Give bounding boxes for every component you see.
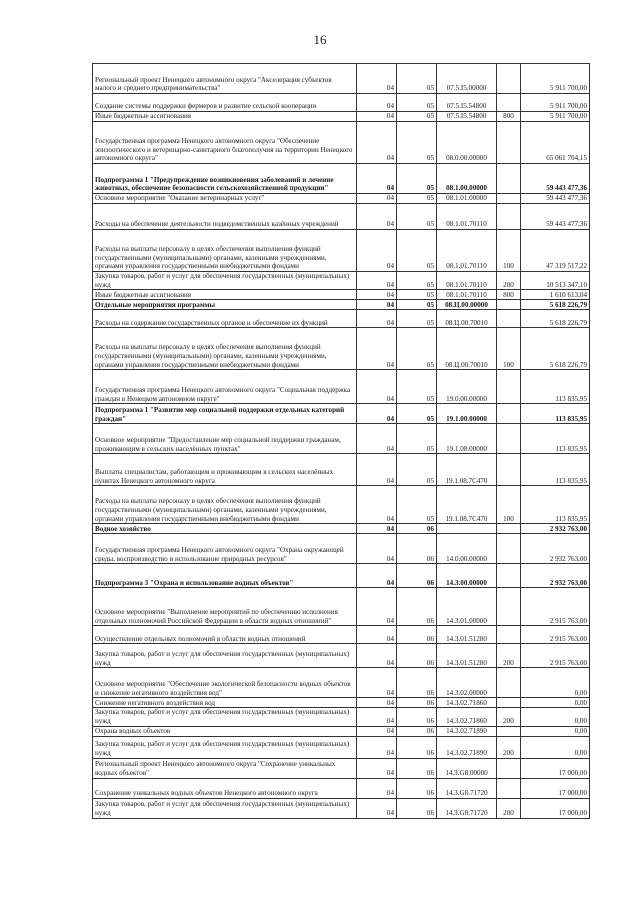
row-sum-cell: 0,00 — [521, 698, 590, 708]
row-section-cell: 04 — [357, 798, 397, 818]
row-name-cell: Иные бюджетные ассигнования — [93, 290, 357, 300]
row-section-cell: 04 — [357, 300, 397, 310]
table-row — [93, 204, 590, 230]
row-subsection-cell: 05 — [397, 290, 437, 300]
row-sum-cell: 0,00 — [521, 708, 590, 726]
row-expense-type-cell — [497, 194, 521, 204]
row-expense-type-cell — [497, 370, 521, 404]
row-sum-cell: 0,00 — [521, 736, 590, 758]
row-subsection-cell: 06 — [397, 588, 437, 626]
row-target-article-cell: 08.0.00.00000 — [437, 122, 497, 164]
row-target-article-cell: 14.3.02.71860 — [437, 708, 497, 726]
row-subsection-cell: 05 — [397, 204, 437, 230]
row-expense-type-cell — [497, 726, 521, 736]
row-target-article-cell: 14.3.00.00000 — [437, 564, 497, 588]
row-expense-type-cell — [497, 588, 521, 626]
row-subsection-cell: 05 — [397, 64, 437, 94]
row-sum-cell: 113 835,95 — [521, 486, 590, 524]
row-expense-type-cell: 200 — [497, 736, 521, 758]
row-section-cell: 04 — [357, 778, 397, 798]
row-subsection-cell: 06 — [397, 524, 437, 534]
row-section-cell: 04 — [357, 230, 397, 272]
row-subsection-cell: 05 — [397, 424, 437, 454]
row-target-article-cell: 19.1.08.7С470 — [437, 486, 497, 524]
row-expense-type-cell — [497, 626, 521, 644]
row-sum-cell: 2 915 763,00 — [521, 644, 590, 668]
row-subsection-cell: 06 — [397, 644, 437, 668]
row-section-cell: 04 — [357, 626, 397, 644]
row-expense-type-cell — [497, 164, 521, 194]
table-row — [93, 524, 590, 534]
row-subsection-cell: 05 — [397, 194, 437, 204]
row-name-cell: Осуществление отдельных полномочий в области водных отношений — [93, 626, 357, 644]
row-subsection-cell: 06 — [397, 778, 437, 798]
row-subsection-cell: 05 — [397, 164, 437, 194]
row-name-cell: Создание системы поддержки фермеров и развитие сельской кооперации — [93, 94, 357, 112]
row-section-cell: 04 — [357, 310, 397, 328]
row-name-cell: Расходы на содержание государственных органов и обеспечение их функций — [93, 310, 357, 328]
row-name-cell: Снижение негативного воздействия вод — [93, 698, 357, 708]
row-sum-cell: 65 061 704,15 — [521, 122, 590, 164]
row-sum-cell: 17 000,00 — [521, 758, 590, 778]
row-sum-cell: 5 618 226,79 — [521, 300, 590, 310]
row-sum-cell: 17 000,00 — [521, 798, 590, 818]
table-row — [93, 370, 590, 404]
row-target-article-cell: 07.5.I5.54800 — [437, 94, 497, 112]
row-expense-type-cell — [497, 758, 521, 778]
table-row — [93, 290, 590, 300]
row-sum-cell: 2 932 763,00 — [521, 564, 590, 588]
row-subsection-cell: 06 — [397, 698, 437, 708]
table-row — [93, 564, 590, 588]
table-row — [93, 708, 590, 726]
row-name-cell: Подпрограмма 3 "Охрана и использование водных объектов" — [93, 564, 357, 588]
row-target-article-cell: 19.0.00.00000 — [437, 370, 497, 404]
row-name-cell: Сохранение уникальных водных объектов Ненецкого автономного округа — [93, 778, 357, 798]
table-row — [93, 588, 590, 626]
row-section-cell: 04 — [357, 164, 397, 194]
table-row — [93, 644, 590, 668]
row-name-cell: Подпрограмма 1 "Развитие мер социальной поддержки отдельных категорий граждан" — [93, 404, 357, 424]
row-sum-cell: 113 835,95 — [521, 424, 590, 454]
row-target-article-cell: 07.5.I5.54800 — [437, 112, 497, 122]
row-expense-type-cell: 200 — [497, 644, 521, 668]
row-name-cell: Охрана водных объектов — [93, 726, 357, 736]
row-sum-cell: 2 932 763,00 — [521, 524, 590, 534]
row-expense-type-cell: 200 — [497, 272, 521, 290]
row-section-cell: 04 — [357, 94, 397, 112]
row-expense-type-cell — [497, 122, 521, 164]
row-section-cell: 04 — [357, 290, 397, 300]
table-row — [93, 454, 590, 486]
table-row — [93, 122, 590, 164]
row-expense-type-cell — [497, 534, 521, 564]
row-sum-cell: 113 835,95 — [521, 370, 590, 404]
row-sum-cell: 59 443 477,36 — [521, 204, 590, 230]
row-subsection-cell: 05 — [397, 454, 437, 486]
row-section-cell: 04 — [357, 726, 397, 736]
row-section-cell: 04 — [357, 272, 397, 290]
row-expense-type-cell: 100 — [497, 328, 521, 370]
row-subsection-cell: 06 — [397, 708, 437, 726]
row-section-cell: 04 — [357, 698, 397, 708]
row-sum-cell: 0,00 — [521, 668, 590, 698]
row-target-article-cell: 08.1.01.00000 — [437, 194, 497, 204]
row-name-cell: Государственная программа Ненецкого автономного округа "Охрана окружающей среды, воспроизводство и использование природных ресурсов" — [93, 534, 357, 564]
table-row — [93, 798, 590, 818]
row-section-cell: 04 — [357, 708, 397, 726]
table-row — [93, 310, 590, 328]
row-name-cell: Государственная программа Ненецкого автономного округа "Социальная поддержка граждан в Ненецком автономном округе" — [93, 370, 357, 404]
row-section-cell: 04 — [357, 328, 397, 370]
row-name-cell: Основное мероприятие "Выполнение мероприятий по обеспечению исполнения отдельных полномочий Российской Федерации в области водных отношений" — [93, 588, 357, 626]
row-target-article-cell: 14.3.G8.71720 — [437, 778, 497, 798]
row-subsection-cell: 05 — [397, 112, 437, 122]
table-row — [93, 626, 590, 644]
row-target-article-cell: 14.3.G8.00000 — [437, 758, 497, 778]
row-subsection-cell: 05 — [397, 300, 437, 310]
row-target-article-cell: 08.1.01.70110 — [437, 272, 497, 290]
row-name-cell: Региональный проект Ненецкого автономного округа "Акселерация субъектов малого и среднего предпринимательства" — [93, 64, 357, 94]
row-sum-cell: 10 513 347,10 — [521, 272, 590, 290]
row-target-article-cell: 19.1.08.00000 — [437, 424, 497, 454]
row-section-cell: 04 — [357, 524, 397, 534]
row-subsection-cell: 06 — [397, 798, 437, 818]
row-name-cell: Иные бюджетные ассигнования — [93, 112, 357, 122]
row-name-cell: Расходы на выплаты персоналу в целях обеспечения выполнения функций государственными (муниципальными) органами, казенными учреждениями, органами управления государственными внебюджетными фондами — [93, 486, 357, 524]
row-sum-cell: 2 915 763,00 — [521, 588, 590, 626]
table-row — [93, 164, 590, 194]
row-subsection-cell: 05 — [397, 310, 437, 328]
row-target-article-cell: 14.3.G8.71720 — [437, 798, 497, 818]
row-subsection-cell: 06 — [397, 736, 437, 758]
table-row — [93, 778, 590, 798]
row-subsection-cell: 05 — [397, 230, 437, 272]
row-name-cell: Отдельные мероприятия программы — [93, 300, 357, 310]
row-expense-type-cell: 100 — [497, 230, 521, 272]
row-expense-type-cell — [497, 778, 521, 798]
row-section-cell: 04 — [357, 370, 397, 404]
table-row — [93, 404, 590, 424]
row-target-article-cell: 08.Ц.00.70010 — [437, 310, 497, 328]
row-name-cell: Водное хозяйство — [93, 524, 357, 534]
table-row — [93, 736, 590, 758]
row-target-article-cell: 14.3.02.71890 — [437, 736, 497, 758]
row-subsection-cell: 05 — [397, 370, 437, 404]
row-expense-type-cell: 200 — [497, 708, 521, 726]
row-expense-type-cell — [497, 454, 521, 486]
row-sum-cell: 1 610 613,04 — [521, 290, 590, 300]
row-sum-cell: 5 911 700,00 — [521, 64, 590, 94]
row-name-cell: Расходы на выплаты персоналу в целях обеспечения выполнения функций государственными (муниципальными) органами, казенными учреждениями, органами управления государственными внебюджетными фондами — [93, 328, 357, 370]
row-section-cell: 04 — [357, 486, 397, 524]
row-section-cell: 04 — [357, 194, 397, 204]
table-row — [93, 486, 590, 524]
row-sum-cell: 5 618 226,79 — [521, 328, 590, 370]
row-name-cell: Закупка товаров, работ и услуг для обеспечения государственных (муниципальных) нужд — [93, 736, 357, 758]
row-expense-type-cell: 200 — [497, 798, 521, 818]
row-section-cell: 04 — [357, 736, 397, 758]
row-expense-type-cell — [497, 300, 521, 310]
row-section-cell: 04 — [357, 454, 397, 486]
row-target-article-cell: 14.3.02.00000 — [437, 668, 497, 698]
row-sum-cell: 113 835,95 — [521, 454, 590, 486]
table-row — [93, 698, 590, 708]
row-target-article-cell: 14.3.01.51280 — [437, 626, 497, 644]
row-section-cell: 04 — [357, 204, 397, 230]
row-target-article-cell: 08.1.00.00000 — [437, 164, 497, 194]
row-target-article-cell: 07.5.I5.00000 — [437, 64, 497, 94]
page-number: 16 — [313, 32, 327, 47]
row-sum-cell: 2 932 763,00 — [521, 534, 590, 564]
row-expense-type-cell — [497, 564, 521, 588]
row-expense-type-cell — [497, 698, 521, 708]
table-row — [93, 230, 590, 272]
row-section-cell: 04 — [357, 758, 397, 778]
row-name-cell: Закупка товаров, работ и услуг для обеспечения государственных (муниципальных) нужд — [93, 798, 357, 818]
row-sum-cell: 5 911 700,00 — [521, 94, 590, 112]
row-section-cell: 04 — [357, 534, 397, 564]
row-target-article-cell: 08.Ц.00.00000 — [437, 300, 497, 310]
row-expense-type-cell — [497, 668, 521, 698]
row-name-cell: Региональный проект Ненецкого автономного округа "Сохранение уникальных водных объектов" — [93, 758, 357, 778]
row-section-cell: 04 — [357, 424, 397, 454]
row-subsection-cell: 06 — [397, 564, 437, 588]
row-name-cell: Основное мероприятие "Предоставление мер социальной поддержки гражданам, проживающим в сельских населённых пунктах" — [93, 424, 357, 454]
table-row — [93, 758, 590, 778]
row-subsection-cell: 06 — [397, 758, 437, 778]
table-row — [93, 328, 590, 370]
row-expense-type-cell — [497, 310, 521, 328]
row-subsection-cell: 05 — [397, 122, 437, 164]
row-subsection-cell: 05 — [397, 486, 437, 524]
table-row — [93, 300, 590, 310]
row-expense-type-cell — [497, 404, 521, 424]
row-subsection-cell: 05 — [397, 94, 437, 112]
row-sum-cell: 5 911 700,00 — [521, 112, 590, 122]
row-subsection-cell: 06 — [397, 668, 437, 698]
row-name-cell: Расходы на обеспечение деятельности подведомственных казённых учреждений — [93, 204, 357, 230]
row-target-article-cell: 14.3.02.71860 — [437, 698, 497, 708]
row-sum-cell: 59 443 477,36 — [521, 164, 590, 194]
table-row — [93, 424, 590, 454]
table-row — [93, 64, 590, 94]
table-row — [93, 272, 590, 290]
row-name-cell: Закупка товаров, работ и услуг для обеспечения государственных (муниципальных) нужд — [93, 272, 357, 290]
row-sum-cell: 0,00 — [521, 726, 590, 736]
row-section-cell: 04 — [357, 64, 397, 94]
row-target-article-cell: 08.1.01.70110 — [437, 204, 497, 230]
row-section-cell: 04 — [357, 668, 397, 698]
row-name-cell: Закупка товаров, работ и услуг для обеспечения государственных (муниципальных) нужд — [93, 644, 357, 668]
row-subsection-cell: 05 — [397, 404, 437, 424]
row-name-cell: Выплаты специалистам, работающим и проживающим в сельских населённых пунктах Ненецкого автономного округа — [93, 454, 357, 486]
row-sum-cell: 59 443 477,36 — [521, 194, 590, 204]
row-name-cell: Закупка товаров, работ и услуг для обеспечения государственных (муниципальных) нужд — [93, 708, 357, 726]
table-row — [93, 94, 590, 112]
row-name-cell: Государственная программа Ненецкого автономного округа "Обеспечение эпизоотического и ветеринарно-санитарного благополучия на территории Ненецкого автономного округа" — [93, 122, 357, 164]
table-row — [93, 534, 590, 564]
row-expense-type-cell — [497, 64, 521, 94]
row-sum-cell: 47 319 517,22 — [521, 230, 590, 272]
row-target-article-cell: 08.Ц.00.70010 — [437, 328, 497, 370]
row-target-article-cell: 14.3.01.00000 — [437, 588, 497, 626]
row-sum-cell: 2 915 763,00 — [521, 626, 590, 644]
table-row — [93, 668, 590, 698]
row-expense-type-cell: 800 — [497, 112, 521, 122]
row-expense-type-cell: 800 — [497, 290, 521, 300]
table-row — [93, 194, 590, 204]
row-target-article-cell: 08.1.01.70110 — [437, 230, 497, 272]
table-row — [93, 726, 590, 736]
row-section-cell: 04 — [357, 588, 397, 626]
row-section-cell: 04 — [357, 122, 397, 164]
row-expense-type-cell — [497, 424, 521, 454]
row-subsection-cell: 05 — [397, 328, 437, 370]
row-name-cell: Основное мероприятие "Обеспечение экологической безопасности водных объектов и снижение негативного воздействия вод" — [93, 668, 357, 698]
row-subsection-cell: 06 — [397, 534, 437, 564]
row-section-cell: 04 — [357, 112, 397, 122]
row-name-cell: Расходы на выплаты персоналу в целях обеспечения выполнения функций государственными (муниципальными) органами, казенными учреждениями, органами управления государственными внебюджетными фондами — [93, 230, 357, 272]
row-target-article-cell: 14.3.02.71890 — [437, 726, 497, 736]
budget-table-container — [92, 63, 589, 819]
row-subsection-cell: 05 — [397, 272, 437, 290]
row-name-cell: Подпрограмма 1 "Предупреждение возникновения заболеваний и лечение животных, обеспечение безопасности сельскохозяйственной продукции" — [93, 164, 357, 194]
table-body — [93, 64, 590, 819]
row-section-cell: 04 — [357, 564, 397, 588]
row-target-article-cell: 19.1.00.00000 — [437, 404, 497, 424]
budget-table — [92, 63, 590, 819]
row-name-cell: Основное мероприятие "Оказание ветеринарных услуг" — [93, 194, 357, 204]
row-sum-cell: 113 835,95 — [521, 404, 590, 424]
row-target-article-cell: 19.1.08.7С470 — [437, 454, 497, 486]
row-expense-type-cell — [497, 94, 521, 112]
row-expense-type-cell — [497, 524, 521, 534]
row-target-article-cell: 08.1.01.70110 — [437, 290, 497, 300]
row-expense-type-cell — [497, 204, 521, 230]
row-target-article-cell: 14.0.00.00000 — [437, 534, 497, 564]
row-target-article-cell — [437, 524, 497, 534]
row-subsection-cell: 06 — [397, 626, 437, 644]
row-subsection-cell: 06 — [397, 726, 437, 736]
row-section-cell: 04 — [357, 404, 397, 424]
row-expense-type-cell: 100 — [497, 486, 521, 524]
row-target-article-cell: 14.3.01.51280 — [437, 644, 497, 668]
row-sum-cell: 17 000,00 — [521, 778, 590, 798]
row-section-cell: 04 — [357, 644, 397, 668]
row-sum-cell: 5 618 226,79 — [521, 310, 590, 328]
table-row — [93, 112, 590, 122]
